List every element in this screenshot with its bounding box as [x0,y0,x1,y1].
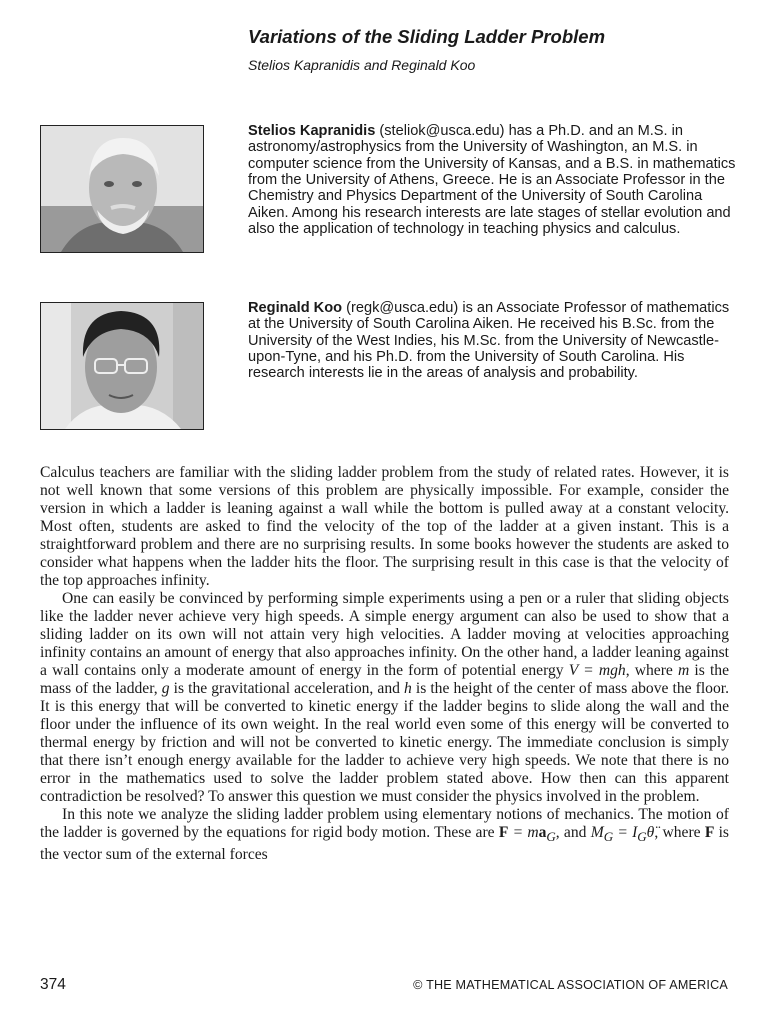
subscript: G [637,829,647,845]
subscript: G [546,829,556,845]
author-bio-kapranidis [248,123,738,237]
variable: F [704,824,715,841]
text: , where [625,662,678,679]
footer-copyright: © THE MATHEMATICAL ASSOCIATION OF AMERICA [413,978,728,992]
variable: m [677,662,690,679]
author-name: Reginald Koo [248,300,343,316]
author-bio-text: (regk@usca.edu) is an Associate Professor of mathematics at the University of South Carolina Aiken. He received his B.Sc. from the University of the West Indies, his M.Sc. from the University of Newcastle-upon-Tyne, and his Ph.D. from the University of South Carolina. His research interests lie in the areas of analysis and probability. [248,300,730,382]
variable: θ̈ [646,824,655,841]
variable: F [498,824,509,841]
subscript: G [603,829,614,845]
variable: M [590,824,604,841]
equation: V = mgh [568,662,626,679]
variable: a [538,824,547,841]
text: is the mass of the ladder, [40,662,730,697]
article-body [40,464,729,864]
text: One can easily be convinced by performing simple experiments using a pen or a ruler that sliding objects like the ladder never achieve very high speeds. A simple energy argument can also be used to show that a sliding ladder on its own will not attain very high velocities. A ladder moving at velocities approaching infinity contains an amount of energy that also approaches infinity. On the other hand, a ladder leaning against a wall contains only a moderate amount of energy in the form of potential energy [40,590,729,679]
variable: g [161,680,170,697]
page-number: 374 [40,976,66,993]
article-authors: Stelios Kapranidis and Reginald Koo [248,57,476,73]
variable: h [404,680,412,697]
text: is the height of the center of mass above the floor. It is this energy that will be converted to kinetic energy if the ladder begins to slide along the wall and the floor under the influence of its own weight. In the real world even some of this energy will be converted to thermal energy by friction and will not be converted to kinetic energy. The immediate conclusion is simply that there isn’t enough energy available for the ladder to achieve very high speeds. We note that there is no error in the mathematics used to solve the ladder problem stated above. How then can this apparent contradiction be resolved? To answer this question we must consider the physics involved in the problem. [40,680,729,805]
author-photo-koo [40,302,204,430]
author-name: Stelios Kapranidis [248,123,376,139]
author-bio-text: (steliok@usca.edu) has a Ph.D. and an M.S. in astronomy/astrophysics from the University of Washington, an M.S. in computer science from the University of Kansas, and a B.S. in mathematics from the University of Athens, Greece. He is an Associate Professor in the Chemistry and Physics Department of the University of South Carolina Aiken. Among his research interests are late stages of stellar evolution and also the application of technology in teaching physics and calculus. [248,123,736,238]
text: is the gravitational acceleration, and [169,680,404,697]
paragraph [40,590,729,806]
text: is the vector sum of the external forces [40,824,729,864]
text: In this note we analyze the sliding ladder problem using elementary notions of mechanics. The motion of the ladder is governed by the equations for rigid body motion. These are [40,806,729,841]
paragraph [40,806,729,864]
author-bio-koo [248,300,738,382]
text: , where [654,824,705,841]
equation: = m [508,824,539,841]
equation: = I [613,824,638,841]
author-photo-kapranidis [40,125,204,253]
paragraph: Calculus teachers are familiar with the sliding ladder problem from the study of related rates. However, it is not well known that some versions of this problem are physically impossible. For example, consider the version in which a ladder is leaning against a wall while the bottom is pulled away at a constant velocity. Most often, students are asked to find the velocity of the top of the ladder at a given instant. This is a straightforward problem and there are no surprising results. In some books however the students are asked to consider what happens when the ladder hits the floor. The surprising result in this case is that the velocity of the top approaches infinity. [40,464,729,589]
article-title: Variations of the Sliding Ladder Problem [248,26,606,47]
text: , and [555,824,591,841]
